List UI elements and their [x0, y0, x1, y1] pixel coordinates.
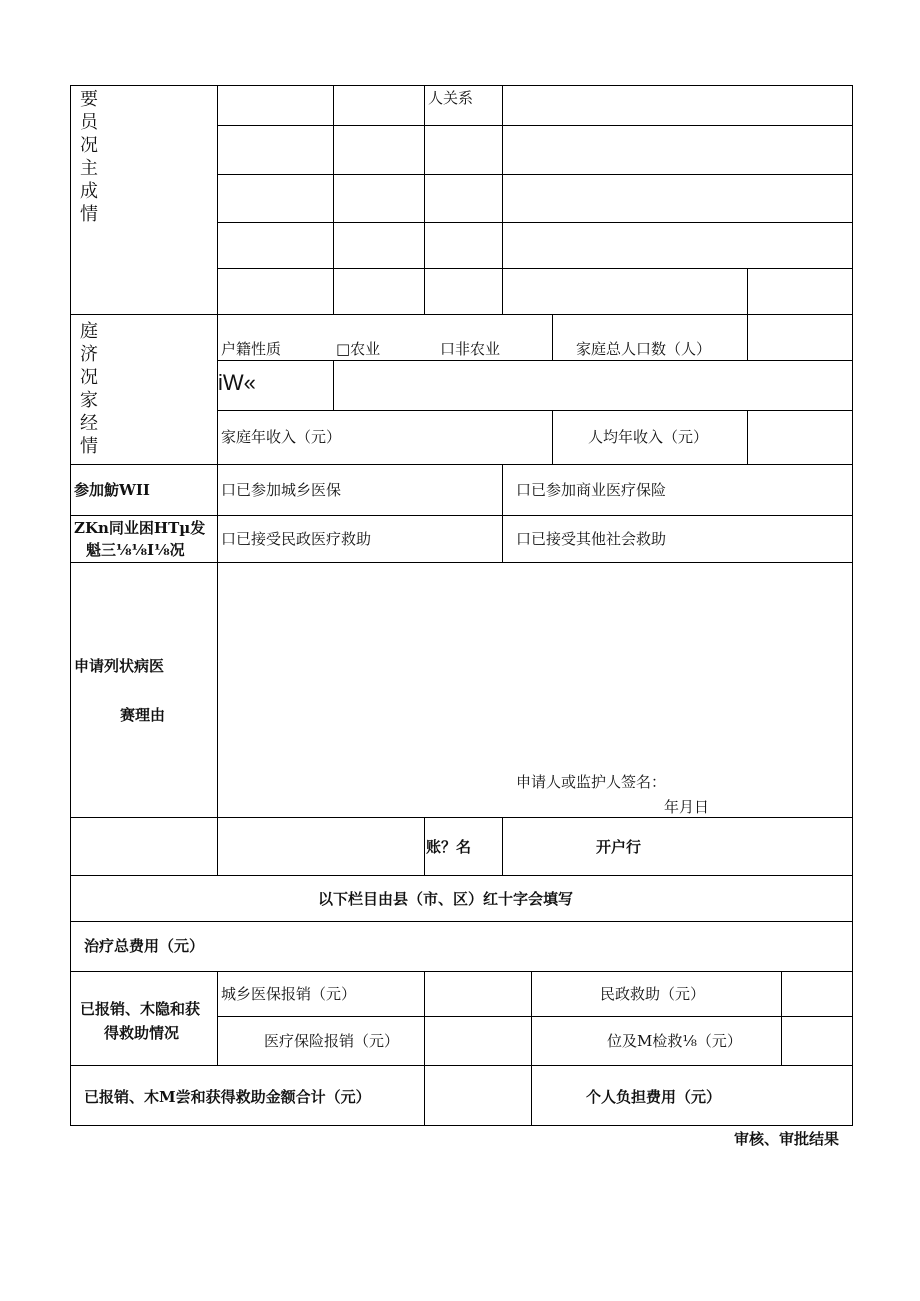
economic-section-label: 庭济况家经情 [80, 321, 98, 457]
bank-label: 开户行 [596, 838, 642, 856]
reimbursed-label-line2: 得救助情况 [104, 1024, 180, 1042]
other-aid-label: 位及M检救⅛（元） [607, 1032, 742, 1050]
urban-rural-reimb-label: 城乡医保报销（元） [221, 985, 357, 1003]
total-reimb-label: 已报销、木M尝和获得救助金额合计（元） [84, 1088, 371, 1106]
review-result-label: 审核、审批结果 [734, 1130, 840, 1148]
assistance-label-line2: 魁三⅛⅛I⅛况 [86, 541, 185, 559]
signature-label: 申请人或监护人签名： [516, 773, 667, 791]
date-label: 年月日 [664, 798, 710, 816]
medical-insurance-reimb-label: 医疗保险报销（元） [264, 1032, 400, 1050]
urban-rural-insurance-checkbox[interactable]: 口已参加城乡医保 [221, 481, 342, 499]
family-members-section-label: 要员况主成情 [80, 89, 98, 225]
civil-aid-checkbox[interactable]: 口已接受民政医疗救助 [221, 530, 372, 548]
total-cost-label: 治疗总费用（元） [84, 937, 205, 955]
annual-income-label: 家庭年收入（元） [221, 428, 342, 446]
relation-column-header: 人关系 [428, 89, 474, 107]
assistance-label-line1: ZKn同业困HTµ发 [74, 519, 206, 537]
per-capita-income-label: 人均年收入（元） [588, 428, 709, 446]
personal-cost-label: 个人负担费用（元） [586, 1088, 722, 1106]
reimbursed-label-line1: 已报销、木隐和获 [80, 1000, 201, 1018]
nonagri-checkbox[interactable]: 口非农业 [440, 340, 501, 358]
social-aid-checkbox[interactable]: 口已接受其他社会救助 [516, 530, 667, 548]
red-cross-section-title: 以下栏目由县（市、区）红十字会填写 [318, 890, 574, 908]
commercial-insurance-checkbox[interactable]: 口已参加商业医疗保险 [516, 481, 667, 499]
household-type-label: 户籍性质 [221, 340, 282, 358]
insurance-label: 参加魴WII [74, 481, 150, 499]
account-name-label: 账？名 [426, 838, 472, 856]
civil-aid-amount-label: 民政救助（元） [600, 985, 706, 1003]
garbled-label: iW« [218, 370, 256, 395]
agri-checkbox[interactable]: □农业 [336, 340, 381, 358]
reason-label-line2: 赛理由 [120, 706, 166, 724]
reason-label-line1: 申请列状病医 [74, 657, 165, 675]
total-people-label: 家庭总人口数（人） [576, 340, 712, 358]
